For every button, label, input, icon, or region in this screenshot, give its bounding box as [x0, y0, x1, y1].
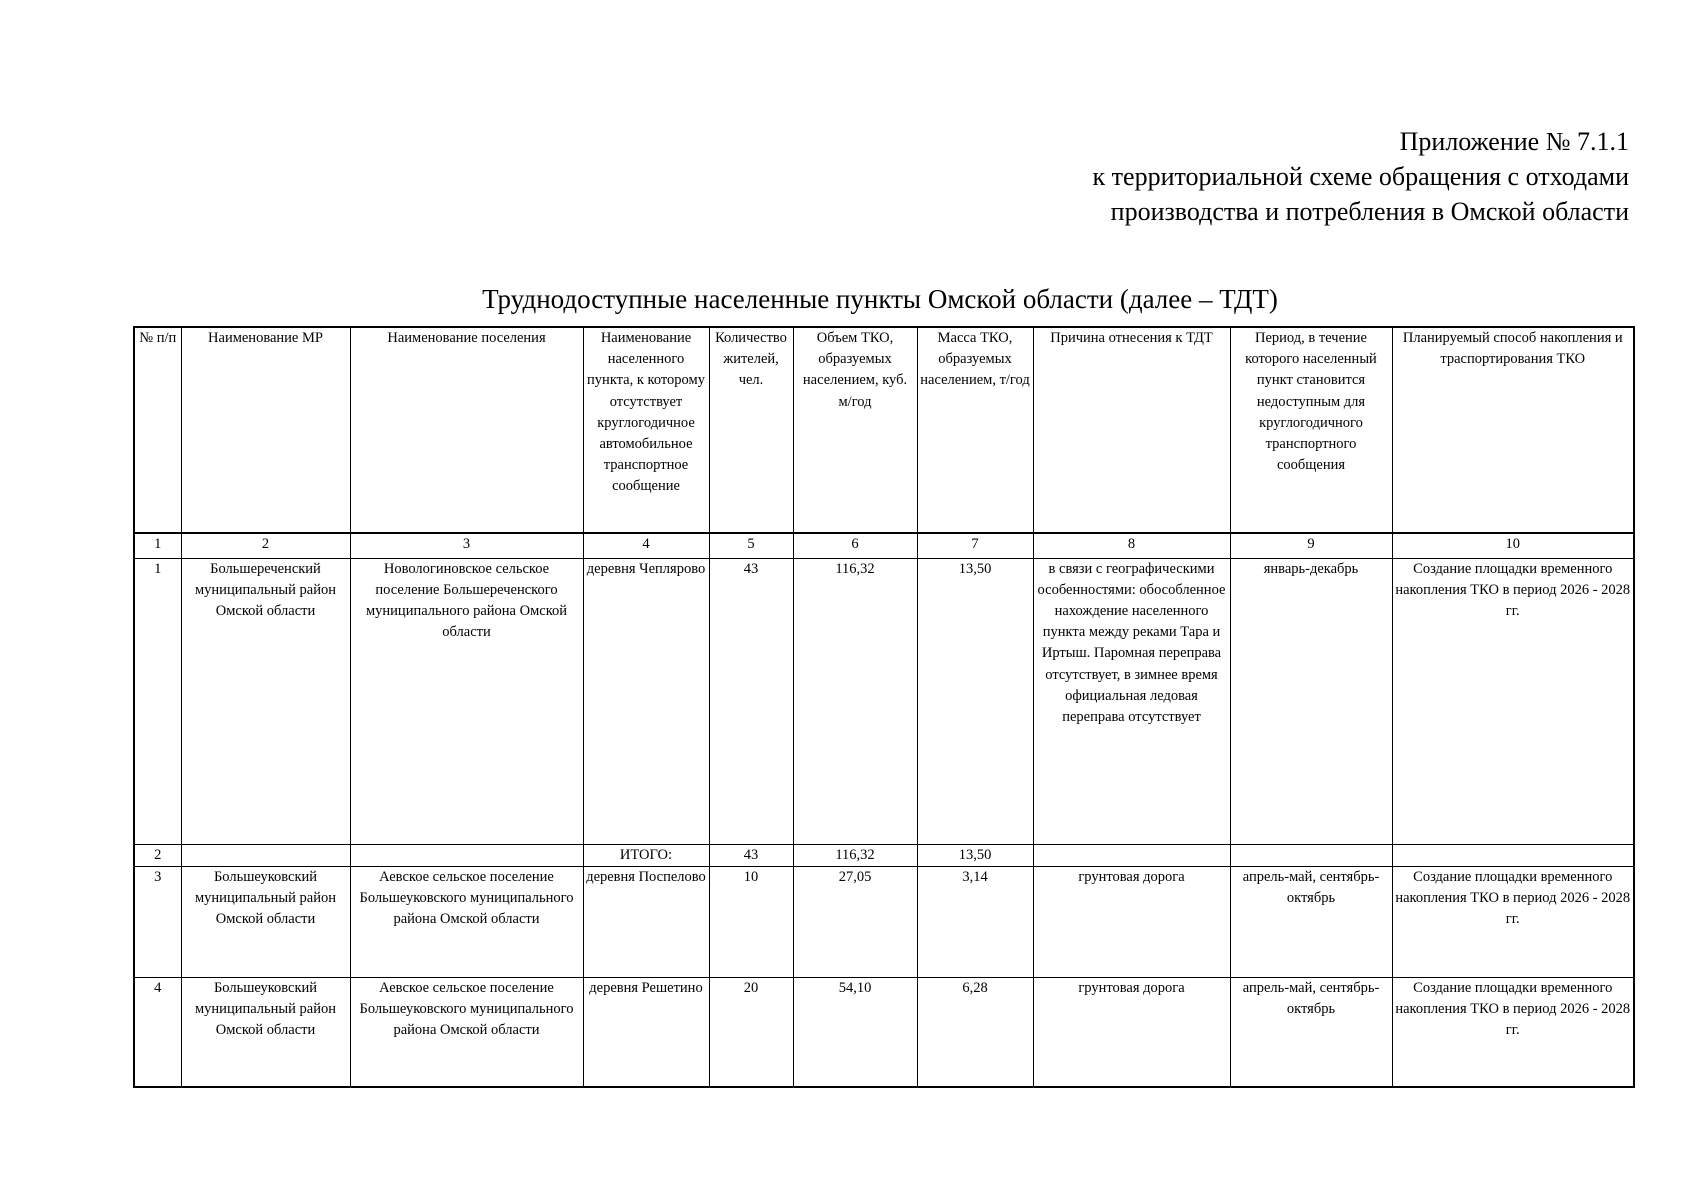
cell-method	[1392, 844, 1634, 866]
cell-mass: 13,50	[917, 558, 1033, 844]
table-row	[134, 977, 1634, 1087]
cell-reason	[1033, 844, 1230, 866]
document-title: Труднодоступные населенные пункты Омской области (далее – ТДТ)	[482, 284, 1278, 314]
cell-period	[1230, 844, 1392, 866]
column-number-cell: 8	[1033, 533, 1230, 558]
cell-period: январь-декабрь	[1230, 558, 1392, 844]
cell-volume: 27,05	[793, 866, 917, 977]
cell-residents: 20	[709, 977, 793, 1087]
header-cell-period: Период, в течение которого населенный пункт становится недоступным для круглогодичного транспортного сообщения	[1230, 327, 1392, 533]
header-cell-mr: Наименование МР	[181, 327, 350, 533]
table-row	[134, 558, 1634, 844]
cell-number: 1	[134, 558, 181, 844]
appendix-number: Приложение № 7.1.1	[1399, 127, 1629, 156]
cell-locality: деревня Поспелово	[583, 866, 709, 977]
header-cell-residents: Количество жителей, чел.	[709, 327, 793, 533]
cell-method: Создание площадки временного накопления ТКО в период 2026 - 2028 гг.	[1392, 558, 1634, 844]
cell-method: Создание площадки временного накопления ТКО в период 2026 - 2028 гг.	[1392, 866, 1634, 977]
cell-residents: 43	[709, 558, 793, 844]
cell-mr: Большеуковский муниципальный район Омской области	[181, 866, 350, 977]
column-number-cell: 6	[793, 533, 917, 558]
appendix-line-3: производства и потребления в Омской области	[1110, 197, 1629, 226]
cell-mr	[181, 844, 350, 866]
column-number-cell: 4	[583, 533, 709, 558]
cell-residents: 43	[709, 844, 793, 866]
settlements-table	[133, 326, 1635, 1088]
header-cell-locality: Наименование населенного пункта, к которому отсутствует круглогодичное автомобильное транспортное сообщение	[583, 327, 709, 533]
cell-method: Создание площадки временного накопления ТКО в период 2026 - 2028 гг.	[1392, 977, 1634, 1087]
cell-locality: ИТОГО:	[583, 844, 709, 866]
table-row-total	[134, 844, 1634, 866]
cell-mass: 13,50	[917, 844, 1033, 866]
column-number-row	[134, 533, 1634, 558]
cell-residents: 10	[709, 866, 793, 977]
cell-settlement: Аевское сельское поселение Большеуковского муниципального района Омской области	[350, 866, 583, 977]
column-number-cell: 9	[1230, 533, 1392, 558]
cell-period: апрель-май, сентябрь-октябрь	[1230, 866, 1392, 977]
column-number-cell: 7	[917, 533, 1033, 558]
header-cell-settlement: Наименование поселения	[350, 327, 583, 533]
cell-number: 3	[134, 866, 181, 977]
cell-volume: 116,32	[793, 558, 917, 844]
cell-number: 4	[134, 977, 181, 1087]
cell-mass: 6,28	[917, 977, 1033, 1087]
appendix-line-2: к территориальной схеме обращения с отходами	[1092, 162, 1629, 191]
cell-settlement	[350, 844, 583, 866]
cell-locality: деревня Решетино	[583, 977, 709, 1087]
cell-mass: 3,14	[917, 866, 1033, 977]
header-cell-number: № п/п	[134, 327, 181, 533]
table-row	[134, 866, 1634, 977]
cell-reason: грунтовая дорога	[1033, 866, 1230, 977]
cell-reason: грунтовая дорога	[1033, 977, 1230, 1087]
column-number-cell: 3	[350, 533, 583, 558]
cell-reason: в связи с географическими особенностями: обособленное нахождение населенного пункта между реками Тара и Иртыш. Паромная переправа отсутствует, в зимнее время официальная ледовая переправа отсутствует	[1033, 558, 1230, 844]
cell-locality: деревня Чеплярово	[583, 558, 709, 844]
appendix-block	[1093, 124, 1629, 229]
cell-volume: 116,32	[793, 844, 917, 866]
cell-volume: 54,10	[793, 977, 917, 1087]
header-cell-volume: Объем ТКО, образуемых населением, куб. м/год	[793, 327, 917, 533]
cell-mr: Большереченский муниципальный район Омской области	[181, 558, 350, 844]
cell-number: 2	[134, 844, 181, 866]
cell-period: апрель-май, сентябрь-октябрь	[1230, 977, 1392, 1087]
column-number-cell: 1	[134, 533, 181, 558]
column-number-cell: 10	[1392, 533, 1634, 558]
column-number-cell: 5	[709, 533, 793, 558]
header-cell-mass: Масса ТКО, образуемых населением, т/год	[917, 327, 1033, 533]
cell-mr: Большеуковский муниципальный район Омской области	[181, 977, 350, 1087]
column-number-cell: 2	[181, 533, 350, 558]
cell-settlement: Аевское сельское поселение Большеуковского муниципального района Омской области	[350, 977, 583, 1087]
header-cell-reason: Причина отнесения к ТДТ	[1033, 327, 1230, 533]
table-header-row	[134, 327, 1634, 533]
header-cell-method: Планируемый способ накопления и траспортирования ТКО	[1392, 327, 1634, 533]
cell-settlement: Новологиновское сельское поселение Большереченского муниципального района Омской области	[350, 558, 583, 844]
